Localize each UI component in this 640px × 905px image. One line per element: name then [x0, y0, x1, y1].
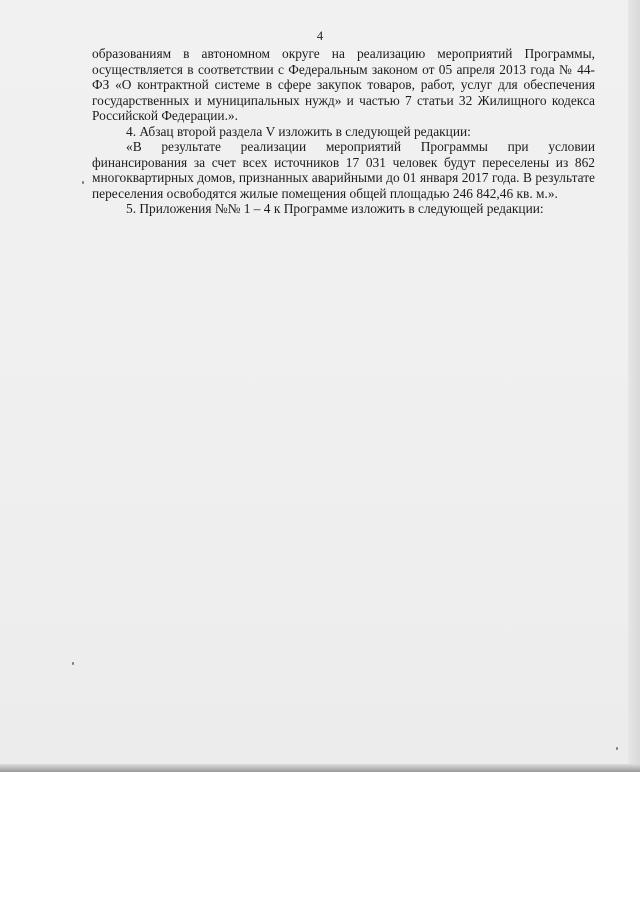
paragraph-continuation: образованиям в автономном округе на реализацию мероприятий Программы, осуществляется в соответствии с Федеральным законом от 05 апреля 2013 года № 44-ФЗ «О контрактной системе в сфере закупок товаров, работ, услуг для обеспечения государственных и муниципальных нужд» и частью 7 статьи 32 Жилищного кодекса Российской Федерации.».: [92, 46, 595, 123]
scan-speck: [82, 181, 84, 184]
scan-edge: [628, 0, 640, 770]
page-number: 4: [316, 29, 324, 43]
paragraph-item-5: 5. Приложения №№ 1 – 4 к Программе изложить в следующей редакции:: [126, 201, 544, 216]
document-body: [92, 46, 595, 217]
scan-speck: [616, 747, 618, 750]
paragraph-quoted-text: «В результате реализации мероприятий Программы при условии финансирования за счет всех источников 17 031 человек будут переселены из 862 многоквартирных домов, признанных аварийными до 01 января 2017 года. В результате переселения освободятся жилые помещения общей площадью 246 842,46 кв. м.».: [92, 139, 595, 201]
scan-bottom-edge: [0, 764, 640, 772]
paragraph-item-4: 4. Абзац второй раздела V изложить в следующей редакции:: [126, 123, 471, 139]
scan-speck: [72, 662, 74, 665]
